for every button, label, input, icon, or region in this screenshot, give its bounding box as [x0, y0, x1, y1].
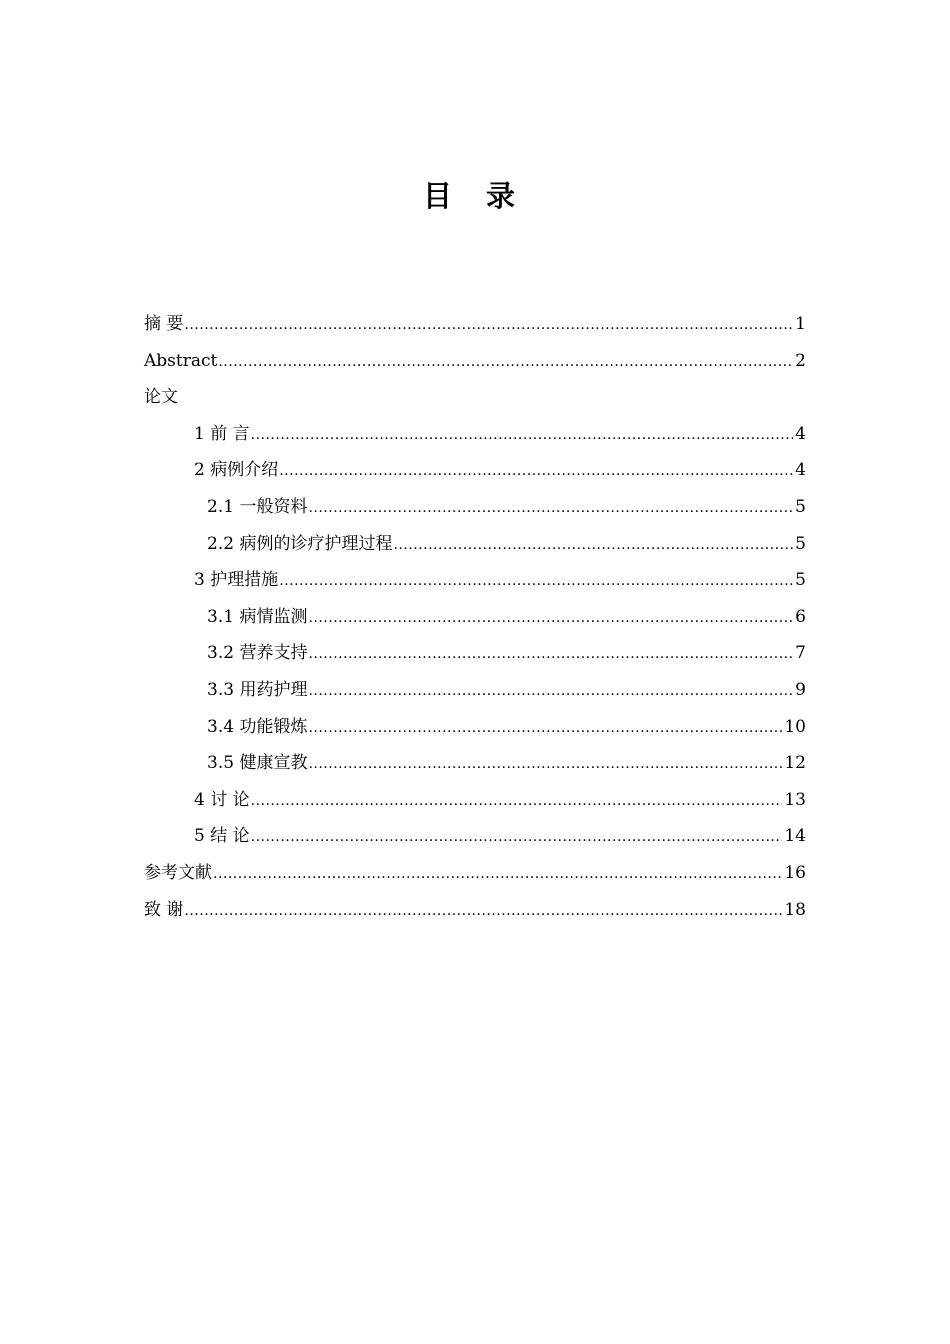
toc-entry-label: 5 结 论	[194, 826, 250, 847]
toc-dot-leader	[308, 636, 793, 672]
toc-entry-label: 摘 要	[144, 314, 184, 334]
toc-entry-label: 3.4 功能锻炼	[207, 716, 308, 737]
toc-entry-page-number: 5	[795, 570, 806, 591]
toc-entry-page-number: 5	[795, 496, 806, 517]
toc-entry[interactable]	[144, 562, 806, 599]
toc-entry-label: 3.1 病情监测	[207, 606, 308, 627]
toc-dot-leader	[393, 527, 793, 563]
toc-entry[interactable]	[144, 818, 806, 855]
toc-entry-label: 4 讨 论	[194, 789, 250, 810]
toc-dot-leader	[279, 453, 793, 489]
toc-entry-page-number: 14	[784, 826, 806, 847]
toc-title: 目 录	[422, 179, 528, 213]
toc-entry[interactable]	[144, 599, 806, 636]
toc-entry-label: 3 护理措施	[194, 570, 279, 591]
toc-entry[interactable]	[144, 709, 806, 746]
toc-dot-leader	[184, 307, 793, 343]
toc-dot-leader	[308, 710, 782, 746]
toc-dot-leader	[308, 600, 793, 636]
toc-entry-label: 2.1 一般资料	[207, 496, 308, 517]
toc-entry-label: 3.2 营养支持	[207, 643, 308, 664]
toc-entry-label: 致 谢	[144, 899, 184, 920]
toc-entry[interactable]	[144, 635, 806, 672]
toc-entry[interactable]	[144, 416, 806, 453]
toc-entry-page-number: 9	[795, 679, 806, 700]
toc-entry-page-number: 4	[795, 460, 806, 481]
toc-entry[interactable]	[144, 379, 806, 416]
toc-dot-leader	[251, 417, 794, 453]
toc-entry[interactable]	[144, 489, 806, 526]
toc-entry-label: Abstract	[144, 350, 218, 371]
toc-entry-page-number: 16	[784, 862, 806, 883]
toc-entry-label: 2 病例介绍	[194, 460, 279, 481]
toc-entry[interactable]	[144, 892, 806, 929]
toc-entry-label: 1 前 言	[194, 423, 250, 444]
toc-entry-page-number: 7	[795, 643, 806, 664]
toc-entry[interactable]	[144, 343, 806, 380]
toc-dot-leader	[279, 563, 793, 599]
toc-entry-page-number: 10	[784, 716, 806, 737]
toc-entry[interactable]	[144, 855, 806, 892]
toc-entry-label: 论文	[144, 387, 178, 408]
toc-entry[interactable]	[144, 782, 806, 819]
toc-entry-page-number: 13	[784, 789, 806, 810]
toc-entry-label: 2.2 病例的诊疗护理过程	[207, 533, 393, 554]
toc-dot-leader	[251, 819, 783, 855]
toc-entry-page-number: 18	[784, 899, 806, 920]
toc-dot-leader	[184, 893, 782, 929]
toc-entry[interactable]	[144, 745, 806, 782]
toc-dot-leader	[251, 783, 783, 819]
toc-entry[interactable]	[144, 306, 806, 343]
table-of-contents	[144, 306, 806, 928]
toc-dot-leader	[218, 344, 793, 380]
toc-entry-label: 参考文献	[144, 862, 212, 883]
toc-dot-leader	[213, 856, 782, 892]
toc-entry[interactable]	[144, 672, 806, 709]
toc-entry-page-number: 12	[784, 753, 806, 774]
toc-dot-leader	[308, 673, 793, 709]
toc-entry-page-number: 1	[795, 314, 806, 334]
toc-entry[interactable]	[144, 526, 806, 563]
toc-entry-page-number: 2	[795, 350, 806, 371]
toc-entry-label: 3.3 用药护理	[207, 679, 308, 700]
toc-entry-page-number: 6	[795, 606, 806, 627]
toc-entry-page-number: 5	[795, 533, 806, 554]
toc-dot-leader	[308, 746, 782, 782]
toc-entry[interactable]	[144, 452, 806, 489]
toc-entry-page-number: 4	[795, 423, 806, 444]
toc-dot-leader	[308, 490, 793, 526]
toc-entry-label: 3.5 健康宣教	[207, 753, 308, 774]
